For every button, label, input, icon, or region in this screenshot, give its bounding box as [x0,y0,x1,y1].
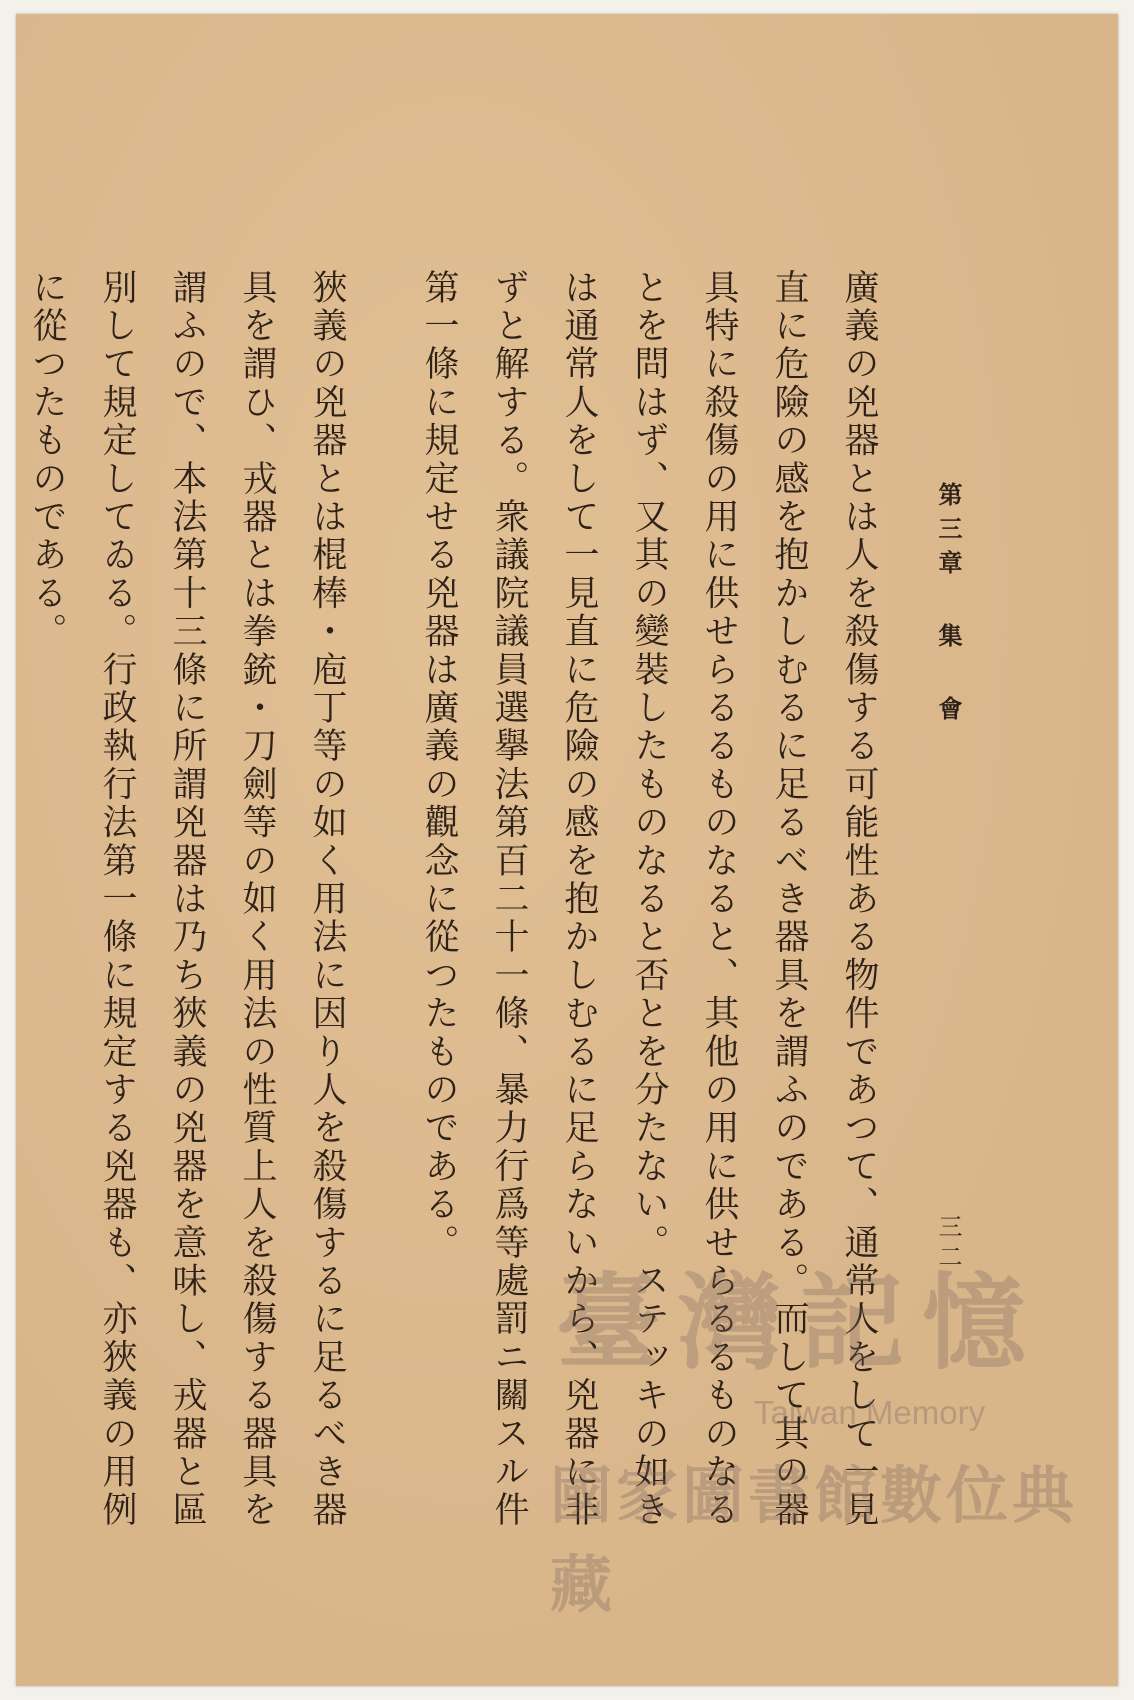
book-page [16,14,1118,1686]
watermark-chinese: 國家圖書館數位典藏 [550,1459,1079,1621]
paragraph-narrow-weapon: 狹義の兇器とは棍棒・庖丁等の如く用法に因り人を殺傷するに足るべき器具を謂ひ、戎器とは拳銃・刀劍等の如く用法の性質上人を殺傷する器具を謂ふので、本法第十三條に所謂兇器は乃ち狹義の兇器を意味し、戎器と區別して規定してゐる。行政執行法第一條に規定する兇器も、亦狹義の用例に從つたものである。 [27,269,347,1530]
chapter-header: 第三章 集 會 [934,482,963,730]
paragraph-broad-weapon: 廣義の兇器とは人を殺傷する可能性ある物件であつて、通常人をして一見直に危險の感を抱かしむるに足るべき器具を謂ふのである。而して其の器具特に殺傷の用に供せらるるものなると、其他の用に供せらるるものなるとを問はず、又其の變裝したものなると否とを分たない。ステッキの如きは通常人をして一見直に危險の感を抱かしむるに足らないから、兇器に非ずと解する。衆議院議員選擧法第百二十一條、暴力行爲等處罰ニ關スル件第一條に規定せる兇器は廣義の觀念に從つたものである。 [419,269,879,1530]
watermark-english: Taiwan Memory [754,1394,986,1431]
page-number: 三二 [934,1214,962,1274]
watermark-logo: 臺灣記憶 [556,1261,1045,1384]
